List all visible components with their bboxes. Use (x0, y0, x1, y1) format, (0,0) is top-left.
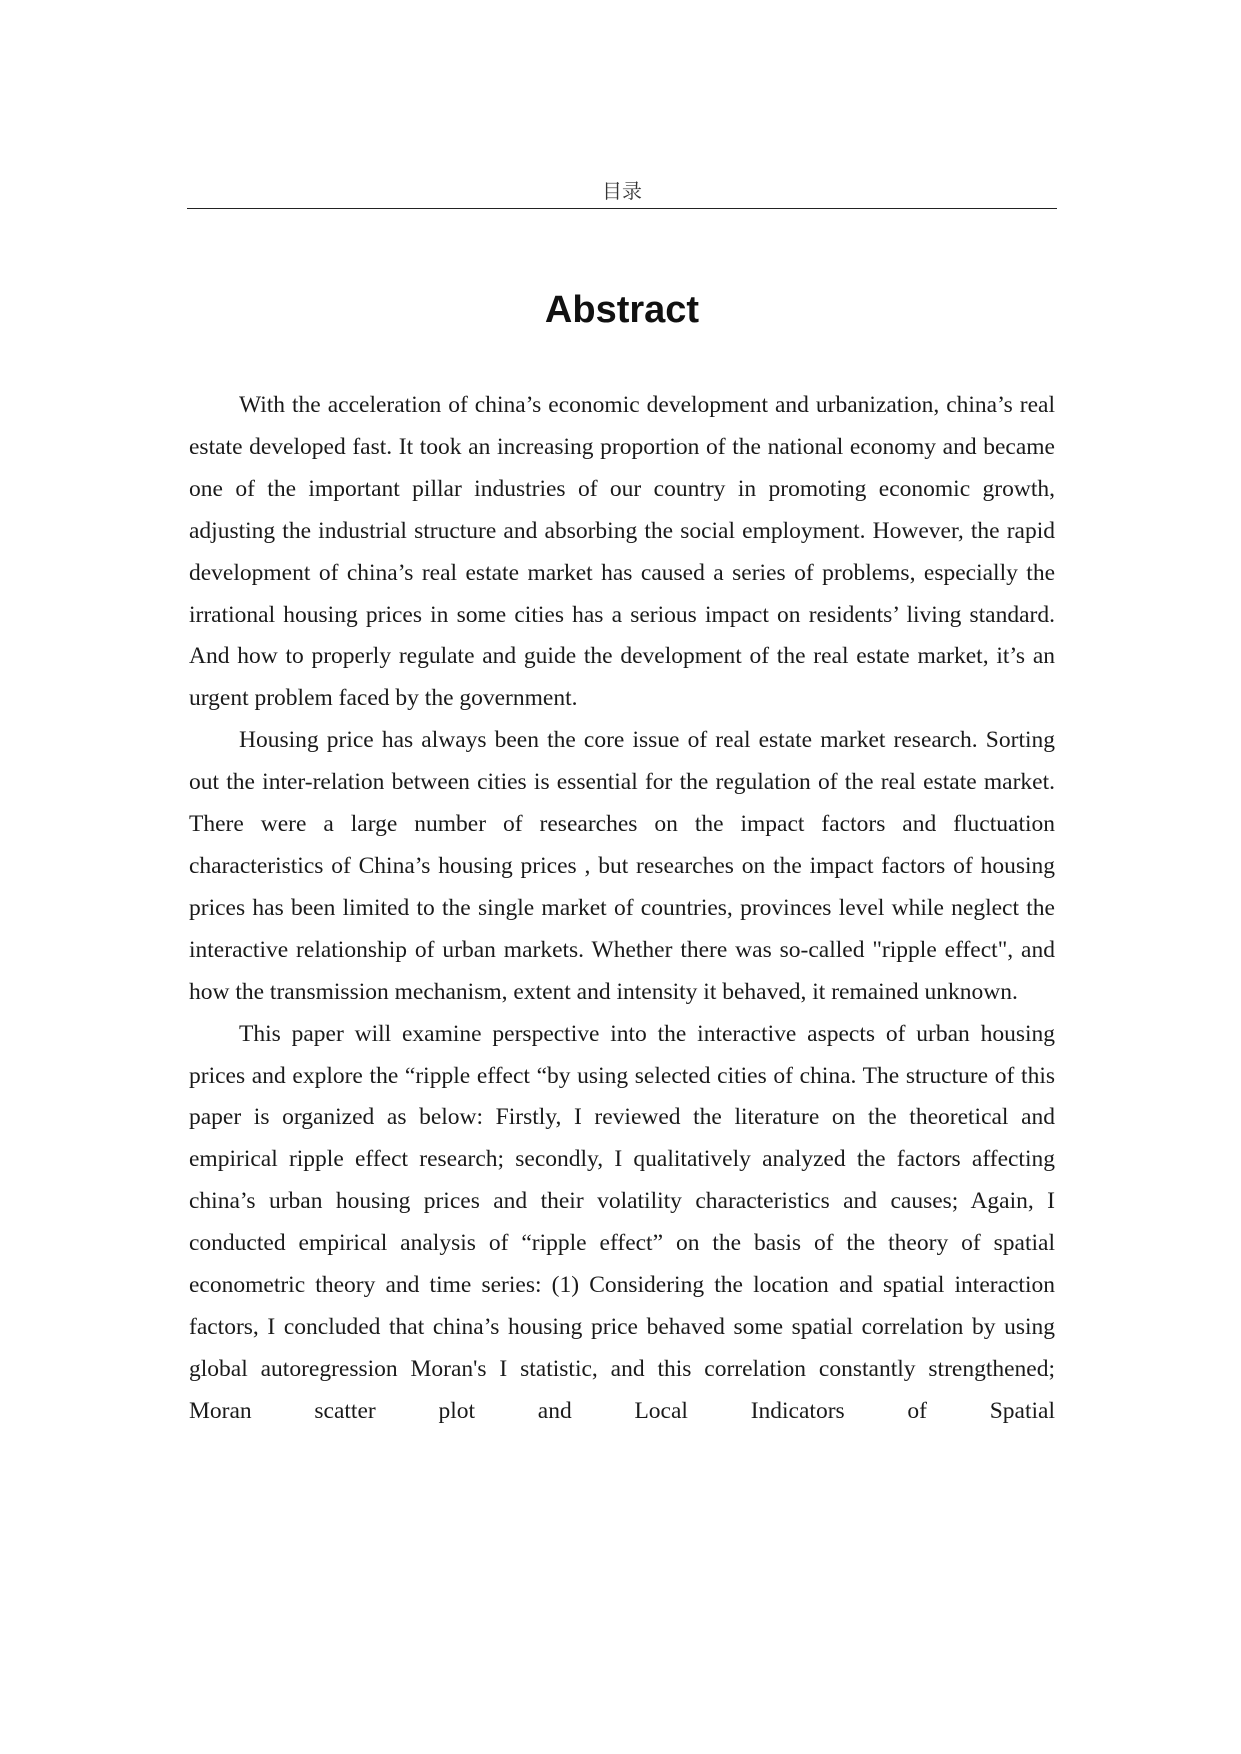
page-title: Abstract (544, 289, 700, 331)
header-divider (187, 208, 1057, 209)
abstract-paragraph-2: Housing price has always been the core issue of real estate market research. Sorting out the inter-relation between cities is essential for the regulation of the real estate market. There were a large number of researches on the impact factors and fluctuation characteristics of China’s housing prices , but researches on the impact factors of housing prices has been limited to the single market of countries, provinces level while neglect the interactive relationship of urban markets. Whether there was so-called "ripple effect", and how the transmission mechanism, extent and intensity it behaved, it remained unknown. (189, 727, 1055, 1005)
abstract-paragraph-1: With the acceleration of china’s economic development and urbanization, china’s real estate developed fast. It took an increasing proportion of the national economy and became one of the important pillar industries of our country in promoting economic growth, adjusting the industrial structure and absorbing the social employment. However, the rapid development of china’s real estate market has caused a series of problems, especially the irrational housing prices in some cities has a serious impact on residents’ living standard. And how to properly regulate and guide the development of the real estate market, it’s an urgent problem faced by the government. (189, 392, 1055, 712)
abstract-paragraph-3: This paper will examine perspective into the interactive aspects of urban housing prices and explore the “ripple effect “by using selected cities of china. The structure of this paper is organized as below: Firstly, I reviewed the literature on the theoretical and empirical ripple effect research; secondly, I qualitatively analyzed the factors affecting china’s urban housing prices and their volatility characteristics and causes; Again, I conducted empirical analysis of “ripple effect” on the basis of the theory of spatial econometric theory and time series: (1) Considering the location and spatial interaction factors, I concluded that china’s housing price behaved some spatial correlation by using global autoregression Moran's I statistic, and this correlation constantly strengthened; Moran scatter plot and Local Indicators of Spatial (189, 1020, 1055, 1424)
running-header: 目录 (602, 179, 642, 203)
abstract-body (189, 385, 1055, 1433)
